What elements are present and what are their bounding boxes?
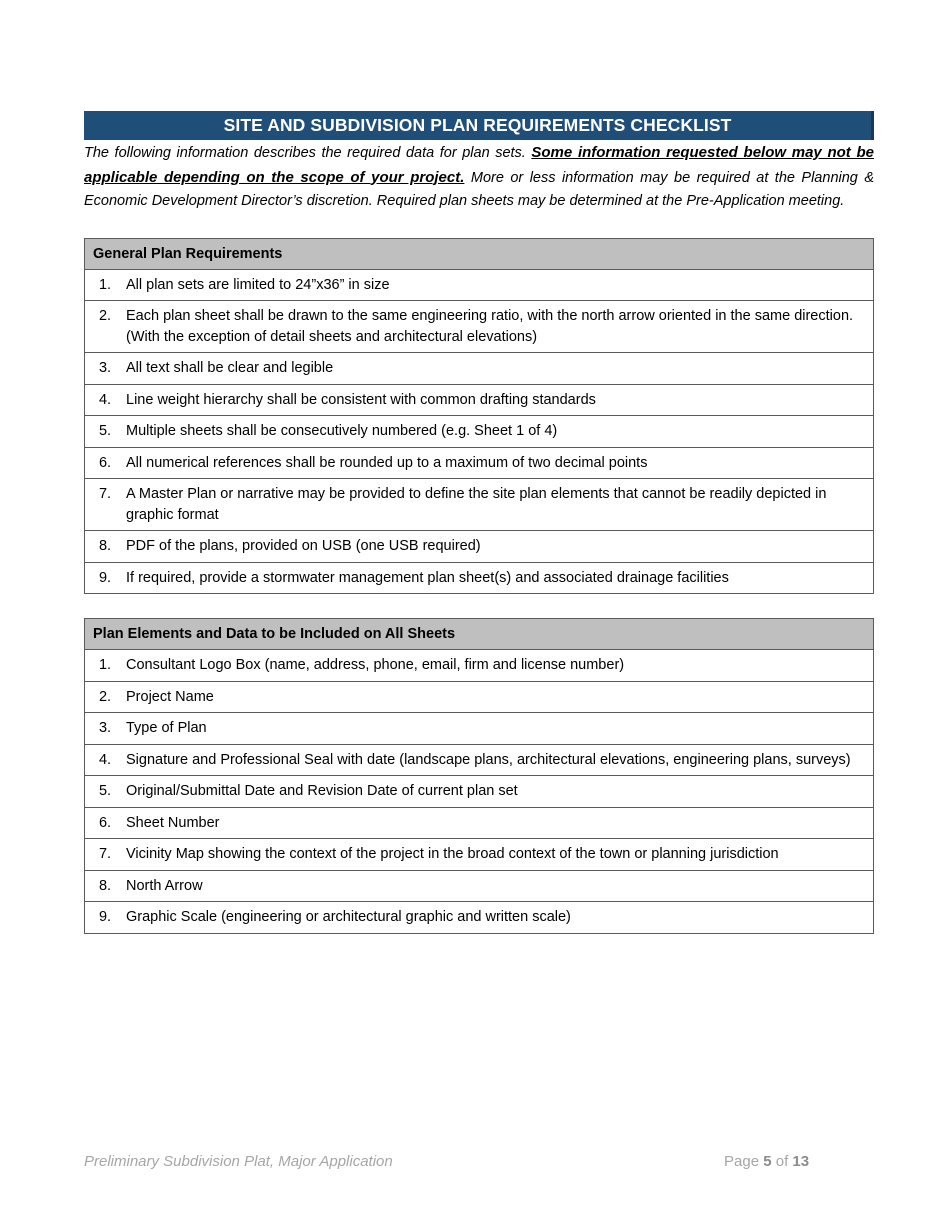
item-number: 1. (85, 650, 126, 682)
table-row (85, 713, 874, 745)
item-text: Sheet Number (125, 807, 874, 839)
table-row (85, 839, 874, 871)
item-number: 8. (85, 870, 126, 902)
item-number: 6. (85, 807, 126, 839)
item-number: 9. (85, 902, 126, 934)
table-row (85, 353, 874, 385)
item-number: 9. (85, 562, 126, 594)
item-number: 5. (85, 776, 126, 808)
item-text: Original/Submittal Date and Revision Date of current plan set (125, 776, 874, 808)
item-number: 2. (85, 681, 126, 713)
item-text: Vicinity Map showing the context of the project in the broad context of the town or planning jurisdiction (125, 839, 874, 871)
item-number: 1. (85, 269, 126, 301)
item-text: A Master Plan or narrative may be provided to define the site plan elements that cannot be readily depicted in graphic format (125, 479, 874, 531)
item-number: 8. (85, 531, 126, 563)
item-text: Multiple sheets shall be consecutively numbered (e.g. Sheet 1 of 4) (125, 416, 874, 448)
table-row (85, 744, 874, 776)
item-text: North Arrow (125, 870, 874, 902)
item-number: 3. (85, 713, 126, 745)
table-row (85, 807, 874, 839)
item-text: All plan sets are limited to 24”x36” in size (125, 269, 874, 301)
table-row (85, 416, 874, 448)
item-text: Signature and Professional Seal with date (landscape plans, architectural elevations, engineering plans, surveys) (125, 744, 874, 776)
item-number: 4. (85, 744, 126, 776)
item-text: All text shall be clear and legible (125, 353, 874, 385)
page-title: SITE AND SUBDIVISION PLAN REQUIREMENTS CHECKLIST (84, 111, 874, 140)
table-row (85, 384, 874, 416)
of-word: of (775, 1153, 789, 1170)
intro-text-part2: More or less information may be required at the Planning & Economic Development Director’s discretion. Required plan sheets may be determined at the Pre-Application meeting. (84, 169, 874, 209)
table-header-row (85, 619, 874, 650)
item-text: If required, provide a stormwater management plan sheet(s) and associated drainage facilities (125, 562, 874, 594)
item-text: Consultant Logo Box (name, address, phone, email, firm and license number) (125, 650, 874, 682)
table-row (85, 479, 874, 531)
page-current: 5 (763, 1153, 772, 1170)
page-total: 13 (792, 1153, 810, 1170)
item-text: Project Name (125, 681, 874, 713)
intro-paragraph (84, 141, 874, 214)
table-row (85, 650, 874, 682)
item-text: All numerical references shall be rounded up to a maximum of two decimal points (125, 447, 874, 479)
plan-elements-table (84, 618, 874, 934)
item-text: Line weight hierarchy shall be consistent with common drafting standards (125, 384, 874, 416)
footer-document-title: Preliminary Subdivision Plat, Major Application (84, 1153, 393, 1170)
item-text: Type of Plan (125, 713, 874, 745)
table-header: Plan Elements and Data to be Included on All Sheets (85, 619, 874, 650)
item-number: 2. (85, 301, 126, 353)
table-header: General Plan Requirements (85, 238, 874, 269)
item-number: 7. (85, 839, 126, 871)
item-text: Graphic Scale (engineering or architectural graphic and written scale) (125, 902, 874, 934)
table-row (85, 776, 874, 808)
item-number: 7. (85, 479, 126, 531)
document-page (84, 111, 874, 934)
general-plan-requirements-table (84, 238, 874, 595)
intro-text-part1: The following information describes the required data for plan sets. (84, 145, 532, 161)
item-text: PDF of the plans, provided on USB (one USB required) (125, 531, 874, 563)
item-number: 3. (85, 353, 126, 385)
footer-page-number (724, 1153, 809, 1170)
table-row (85, 269, 874, 301)
page-word: Page (724, 1153, 760, 1170)
table-header-row (85, 238, 874, 269)
item-number: 6. (85, 447, 126, 479)
table-row (85, 562, 874, 594)
table-row (85, 870, 874, 902)
table-row (85, 681, 874, 713)
item-text: Each plan sheet shall be drawn to the same engineering ratio, with the north arrow oriented in the same direction. (With the exception of detail sheets and architectural elevations) (125, 301, 874, 353)
table-row (85, 902, 874, 934)
table-row (85, 531, 874, 563)
item-number: 4. (85, 384, 126, 416)
item-number: 5. (85, 416, 126, 448)
intro-emphasis: Some information requested below may not be applicable depending on the scope of your project. (84, 144, 874, 186)
table-row (85, 301, 874, 353)
table-row (85, 447, 874, 479)
